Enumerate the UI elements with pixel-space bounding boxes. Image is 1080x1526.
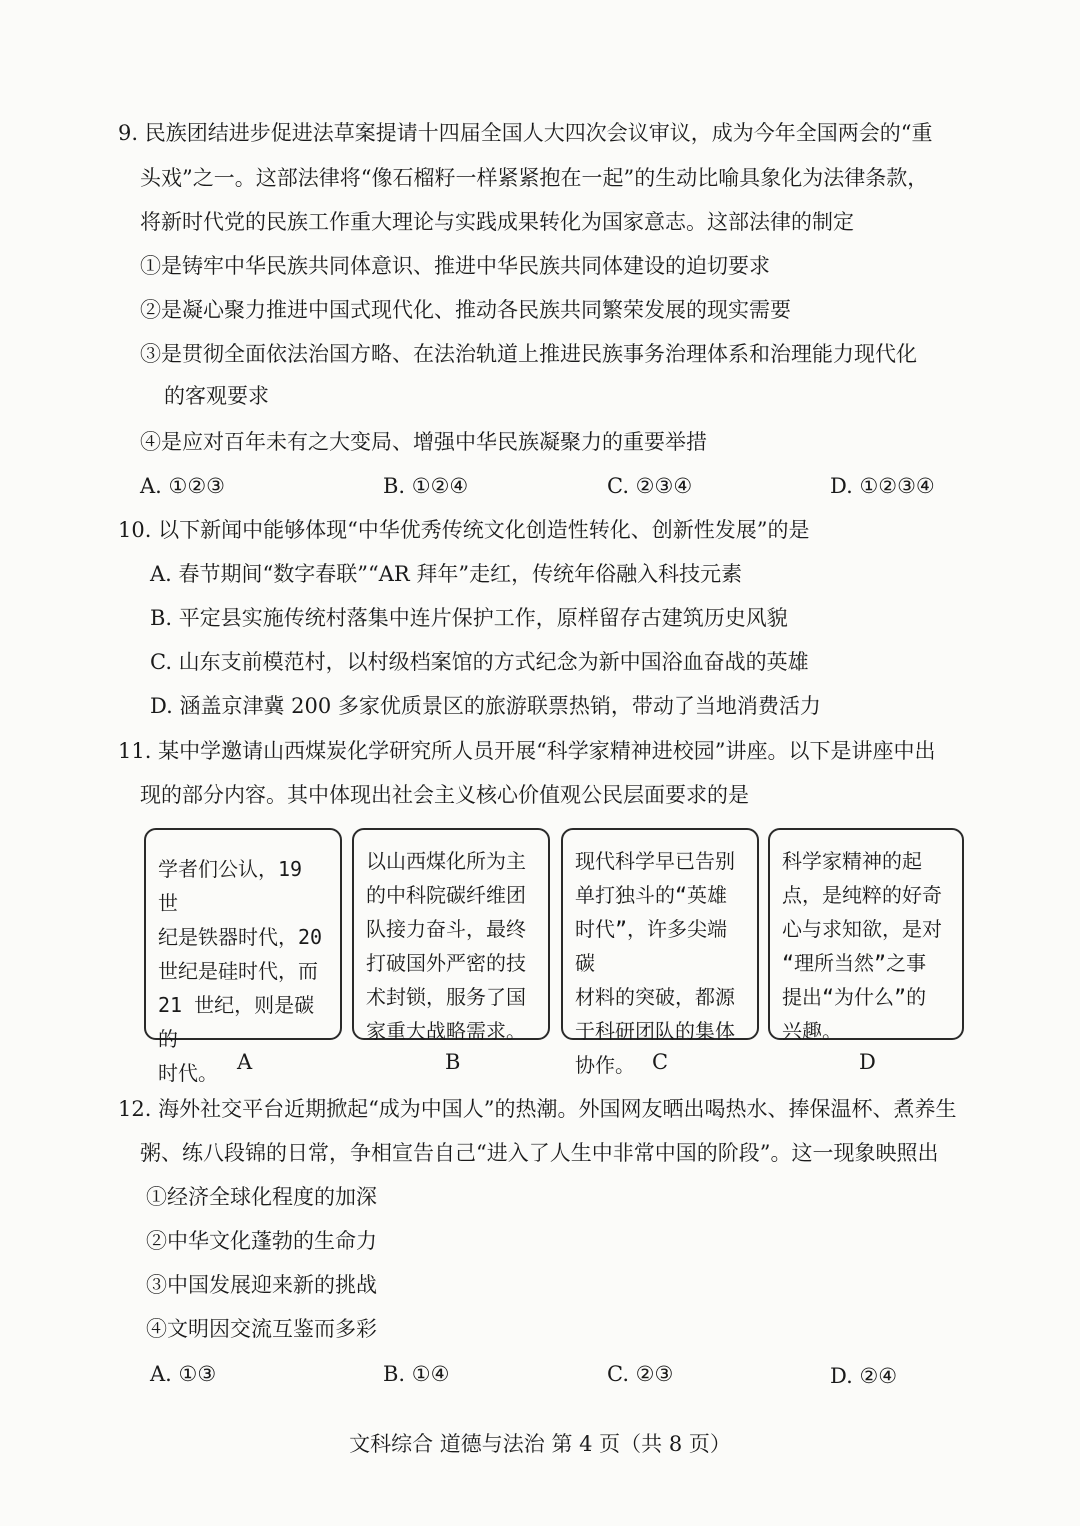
q9-item-3: ③是贯彻全面依法治国方略、在法治轨道上推进民族事务治理体系和治理能力现代化 xyxy=(140,342,917,366)
q10-option-b: B. 平定县实施传统村落集中连片保护工作，原样留存古建筑历史风貌 xyxy=(150,606,788,630)
q11-quote-box-c: 现代科学早已告别 单打独斗的“英雄 时代”，许多尖端碳 材料的突破，都源 于科研团队的集体 协作。 xyxy=(561,828,759,1040)
q9-option-d: D. ①②③④ xyxy=(830,474,935,498)
q9-stem-line-1: 9. 民族团结进步促进法草案提请十四届全国人大四次会议审议，成为今年全国两会的“重 xyxy=(118,121,933,145)
q9-item-2: ②是凝心聚力推进中国式现代化、推动各民族共同繁荣发展的现实需要 xyxy=(140,298,791,322)
q12-item-4: ④文明因交流互鉴而多彩 xyxy=(146,1317,377,1341)
q9-stem-line-3: 将新时代党的民族工作重大理论与实践成果转化为国家意志。这部法律的制定 xyxy=(140,210,854,234)
q9-option-a: A. ①②③ xyxy=(140,474,225,498)
q9-item-3-cont: 的客观要求 xyxy=(164,384,269,408)
q11-quote-box-a: 学者们公认，19 世 纪是铁器时代，20 世纪是硅时代，而 21 世纪，则是碳的 时代。 xyxy=(144,828,342,1040)
q10-option-c: C. 山东支前模范村，以村级档案馆的方式纪念为新中国浴血奋战的英雄 xyxy=(150,650,809,674)
q11-box-label-c: C xyxy=(652,1050,669,1074)
q12-item-3: ③中国发展迎来新的挑战 xyxy=(146,1273,377,1297)
page-footer: 文科综合 道德与法治 第 4 页（共 8 页） xyxy=(349,1432,731,1456)
q12-item-1: ①经济全球化程度的加深 xyxy=(146,1185,377,1209)
q12-stem-line-1: 12. 海外社交平台近期掀起“成为中国人”的热潮。外国网友晒出喝热水、捧保温杯、煮养生 xyxy=(118,1097,957,1121)
q9-item-4: ④是应对百年未有之大变局、增强中华民族凝聚力的重要举措 xyxy=(140,430,707,454)
q11-box-label-d: D xyxy=(859,1050,876,1074)
q11-quote-box-b: 以山西煤化所为主 的中科院碳纤维团 队接力奋斗，最终 打破国外严密的技 术封锁，服务了国 家重大战略需求。 xyxy=(352,828,550,1040)
q11-stem-line-1: 11. 某中学邀请山西煤炭化学研究所人员开展“科学家精神进校园”讲座。以下是讲座中出 xyxy=(118,739,936,763)
q12-item-2: ②中华文化蓬勃的生命力 xyxy=(146,1229,377,1253)
q12-option-b: B. ①④ xyxy=(383,1362,450,1386)
q12-stem-line-2: 粥、练八段锦的日常，争相宣告自己“进入了人生中非常中国的阶段”。这一现象映照出 xyxy=(140,1141,939,1165)
q12-option-d: D. ②④ xyxy=(830,1364,898,1388)
q9-stem-line-2: 头戏”之一。这部法律将“像石榴籽一样紧紧抱在一起”的生动比喻具象化为法律条款， xyxy=(140,166,929,190)
q12-option-c: C. ②③ xyxy=(607,1362,674,1386)
q10-option-a: A. 春节期间“数字春联”“AR 拜年”走红，传统年俗融入科技元素 xyxy=(150,562,743,586)
q10-option-d: D. 涵盖京津冀 200 多家优质景区的旅游联票热销，带动了当地消费活力 xyxy=(150,694,821,718)
q11-box-label-b: B xyxy=(445,1050,461,1074)
q11-box-label-a: A xyxy=(237,1050,253,1074)
q9-option-c: C. ②③④ xyxy=(607,474,693,498)
q11-quote-box-d: 科学家精神的起 点，是纯粹的好奇 心与求知欲，是对 “理所当然”之事 提出“为什么”的 兴趣。 xyxy=(768,828,964,1040)
q11-stem-line-2: 现的部分内容。其中体现出社会主义核心价值观公民层面要求的是 xyxy=(140,783,749,807)
q9-item-1: ①是铸牢中华民族共同体意识、推进中华民族共同体建设的迫切要求 xyxy=(140,254,770,278)
q10-stem: 10. 以下新闻中能够体现“中华优秀传统文化创造性转化、创新性发展”的是 xyxy=(118,518,810,542)
q9-option-b: B. ①②④ xyxy=(383,474,469,498)
q12-option-a: A. ①③ xyxy=(150,1362,217,1386)
